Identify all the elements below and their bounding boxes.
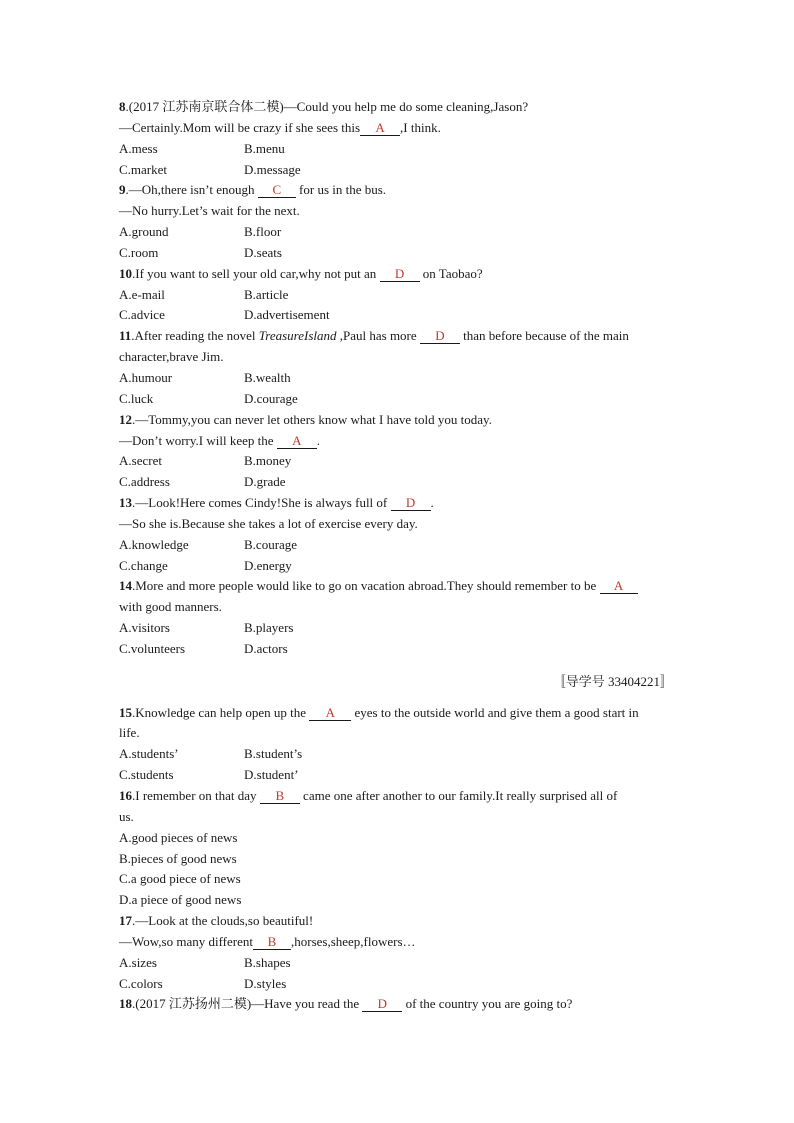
option-a: A.ground <box>119 224 169 240</box>
option-c: C.colors <box>119 975 163 991</box>
option-b: B.players <box>244 620 294 636</box>
reference-number: 〚导学号 33404221〛 <box>552 673 673 689</box>
option-c: C.a good piece of news <box>119 871 241 887</box>
option-d: D.student’ <box>244 767 299 783</box>
option-d: D.actors <box>244 640 288 656</box>
option-c: C.market <box>119 161 168 177</box>
option-c: C.change <box>119 557 168 573</box>
option-a: A.humour <box>119 369 173 385</box>
question-9: 9.—Oh,there isn’t enough C for us in the bus. <box>119 182 387 198</box>
option-c: C.students <box>119 767 174 783</box>
question-13: 13.—Look!Here comes Cindy!She is always full of D . <box>119 495 434 511</box>
option-a: A.good pieces of news <box>119 829 238 845</box>
answer-blank: A <box>309 705 351 721</box>
option-c: C.luck <box>119 390 154 406</box>
question-8: 8.(2017 江苏南京联合体二模)—Could you help me do some cleaning,Jason? <box>119 99 529 114</box>
option-b: B.wealth <box>244 369 291 385</box>
options-row <box>119 451 679 472</box>
option-a: A.sizes <box>119 954 157 970</box>
options-row <box>119 139 679 160</box>
question-13-line-2: —So she is.Because she takes a lot of exercise every day. <box>119 515 418 531</box>
options-row <box>119 953 679 974</box>
option-c: C.volunteers <box>119 640 186 656</box>
option-b: B.money <box>244 453 292 469</box>
answer-blank: A <box>600 578 638 594</box>
option-d: D.message <box>244 161 301 177</box>
question-16: 16.I remember on that day B came one after another to our family.It really surprised all of <box>119 788 618 803</box>
question-list <box>119 97 679 1015</box>
option-d: D.advertisement <box>244 307 330 323</box>
options-row <box>119 472 679 493</box>
options-row <box>119 535 679 556</box>
option-d: D.courage <box>244 390 298 406</box>
answer-blank: D <box>391 495 431 511</box>
options-row <box>119 974 679 995</box>
options-row <box>119 222 679 243</box>
question-17-line-2: —Wow,so many different B ,horses,sheep,flowers… <box>119 933 416 949</box>
option-b: B.student’s <box>244 746 303 762</box>
options-row <box>119 618 679 639</box>
answer-blank: C <box>258 182 296 198</box>
option-d: D.seats <box>244 244 282 260</box>
options-row <box>119 160 679 181</box>
option-a: A.students’ <box>119 746 179 762</box>
option-a: A.knowledge <box>119 536 189 552</box>
question-14-line-2: with good manners. <box>119 599 222 615</box>
option-d: D.styles <box>244 975 287 991</box>
answer-blank: B <box>260 788 300 804</box>
option-b: B.shapes <box>244 954 291 970</box>
answer-blank: D <box>380 266 420 282</box>
question-8-line-2: —Certainly.Mom will be crazy if she sees this A ,I think. <box>119 119 441 135</box>
question-12: 12.—Tommy,you can never let others know what I have told you today. <box>119 411 492 427</box>
question-12-line-2: —Don’t worry.I will keep the A . <box>119 432 321 448</box>
question-11-line-2: character,brave Jim. <box>119 349 224 365</box>
options-row <box>119 765 679 786</box>
option-b: B.article <box>244 286 289 302</box>
option-a: A.secret <box>119 453 162 469</box>
option-d: D.energy <box>244 557 292 573</box>
options-row <box>119 639 679 660</box>
option-b: B.floor <box>244 224 282 240</box>
question-15: 15.Knowledge can help open up the A eyes to the outside world and give them a good start in <box>119 704 639 720</box>
answer-blank: D <box>362 996 402 1012</box>
options-row <box>119 285 679 306</box>
options-row <box>119 305 679 326</box>
option-c: C.address <box>119 474 170 490</box>
options-row <box>119 368 679 389</box>
options-row <box>119 389 679 410</box>
option-c: C.room <box>119 244 159 260</box>
question-18: 18.(2017 江苏扬州二模)—Have you read the D of the country you are going to? <box>119 996 573 1012</box>
answer-blank: B <box>253 934 291 950</box>
option-a: A.e-mail <box>119 286 165 302</box>
question-10: 10.If you want to sell your old car,why not put an D on Taobao? <box>119 265 483 281</box>
option-b: B.courage <box>244 536 298 552</box>
option-b: B.menu <box>244 140 285 156</box>
options-row <box>119 243 679 264</box>
question-11: 11.After reading the novel TreasureIsland ,Paul has more D than before because of the main <box>119 328 629 344</box>
question-17: 17.—Look at the clouds,so beautiful! <box>119 913 314 929</box>
option-d: D.a piece of good news <box>119 892 242 908</box>
question-16-line-2: us. <box>119 808 134 824</box>
question-9-line-2: —No hurry.Let’s wait for the next. <box>119 203 300 219</box>
novel-title: TreasureIsland <box>258 328 337 344</box>
option-c: C.advice <box>119 307 165 323</box>
answer-blank: A <box>277 433 317 449</box>
options-row <box>119 744 679 765</box>
option-b: B.pieces of good news <box>119 850 237 866</box>
option-a: A.visitors <box>119 620 170 636</box>
option-a: A.mess <box>119 140 158 156</box>
question-15-line-2: life. <box>119 725 140 741</box>
answer-blank: A <box>360 120 400 136</box>
option-d: D.grade <box>244 474 286 490</box>
question-14: 14.More and more people would like to go on vacation abroad.They should remember to be A <box>119 576 679 597</box>
options-row <box>119 556 679 577</box>
answer-blank: D <box>420 328 460 344</box>
